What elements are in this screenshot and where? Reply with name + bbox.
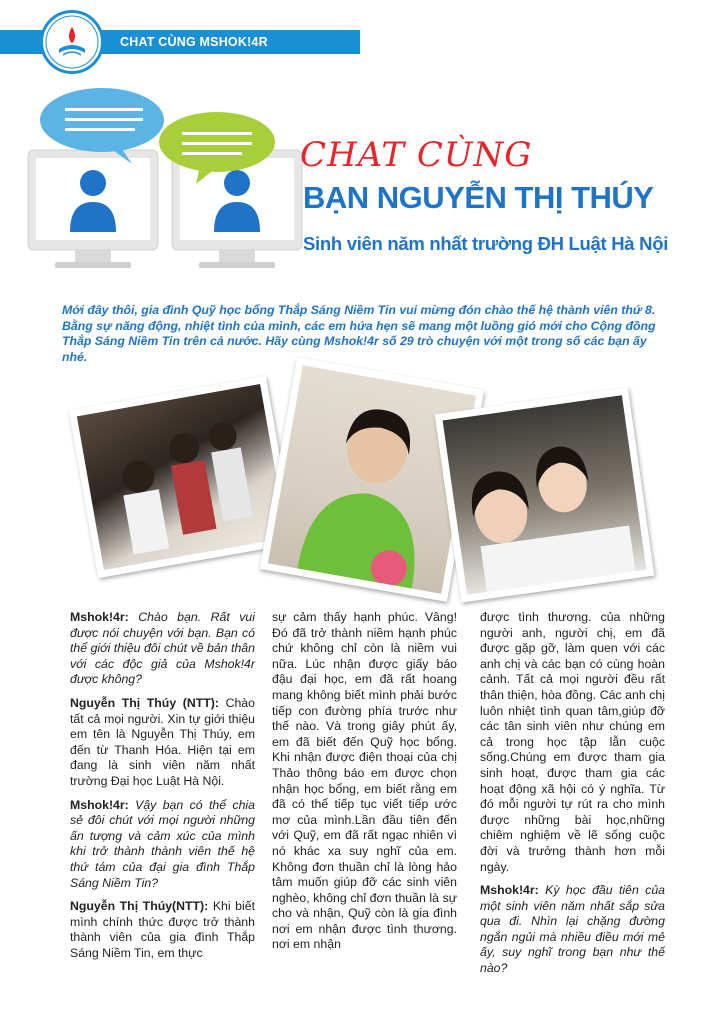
interview-answer-2-end: được tình thương. của những người anh, người chị, em đã được gặp gỡ, làm quen với các anh chị và các bạn có cùng hoàn cảnh. Tất cả mọi người đều rất thân thiện, hòa đồng. Các anh chị luôn nhiệt tình quan tâm,giúp đỡ các tân sinh viên như chúng em cả trong học tập lẫn cuộc sống.Chúng em được tham gia sinh hoạt, được tham gia các hoạt động xã hội có ý nghĩa. Từ đó mỗi người tự rút ra cho mình được những bài học,những chiêm nghiệm về lẽ sống cuộc đời và trưởng thành hơn mỗi ngày.: [480, 610, 665, 874]
interview-question-2: Mshok!4r: Vậy bạn có thể chia sẻ đôi chút với mọi người những ấn tượng và cảm xúc của mình khi trở thành thành viên thế hệ thứ tám của đại gia đình Thắp Sáng Niềm Tin?: [70, 797, 255, 890]
photo-right: [435, 387, 655, 602]
article-column-2: [272, 610, 457, 961]
interview-answer-2-start: Nguyễn Thị Thúy(NTT): Khi biết mình chính thức được trở thành thành viên của gia đình Thắp Sáng Niềm Tin, em thực: [70, 899, 255, 960]
title-chat-cung: CHAT CÙNG: [300, 135, 533, 175]
article-column-1: [70, 610, 255, 969]
photo-left: [69, 376, 295, 578]
title-subtitle: Sinh viên năm nhất trường ĐH Luật Hà Nội: [303, 233, 669, 254]
group-people-icon: [77, 384, 287, 570]
article-column-3: [480, 610, 665, 985]
foundation-logo: [40, 10, 104, 74]
logo-graphic-icon: [43, 13, 101, 71]
interview-question-3: Mshok!4r: Kỳ học đầu tiên của một sinh viên năm nhất sắp sửa qua đi. Nhìn lại chặng đường ngắn ngủi mà nhiều điều mới mẻ ấy, suy nghĩ trong bạn như thế nào?: [480, 883, 665, 976]
title-interviewee-name: BẠN NGUYỄN THỊ THÚY: [303, 180, 654, 215]
chat-illustration: [20, 80, 310, 285]
interview-question-1: Mshok!4r: Chào bạn. Rất vui được nói chuyện với bạn. Bạn có thể giới thiệu đôi chút về bản thân với các độc giả của Mshok!4r được không?: [70, 610, 255, 687]
interview-answer-2-cont: sự cảm thấy hạnh phúc. Vâng! Đó đã trở thành niềm hạnh phúc chứ không chỉ còn là niềm vui nữa. Lúc nhận được giấy báo đậu đại học, em đã rất hoang mang không biết mình phải bước tiếp con đường phía trước như thế nào. Và trong giây phút ấy, em đã biết đến Quỹ học bổng. Khi nhận được điện thoại của chị Thảo thông báo em được chọn nhận học bổng, em biết rằng em đã có thể tiếp tục viết tiếp ước mơ của mình.Lần đầu tiên đến với Quỹ, em đã rất ngạc nhiên vì nó khác xa suy nghĩ của em. Không đơn thuần chỉ là lòng hảo tâm muốn giúp đỡ các sinh viên nghèo, không chỉ đơn thuần là sự cho và nhận, Quỹ còn là gia đình nơi em nhận được tình thương. nơi em nhận: [272, 610, 457, 952]
interview-answer-1: Nguyễn Thị Thúy (NTT): Chào tất cả mọi người. Xin tự giới thiệu em tên là Nguyễn Thị Thúy, em đến từ Thanh Hóa. Hiện tại em đang là sinh viên năm nhất trường Đại học Luật Hà Nội.: [70, 695, 255, 788]
selfie-friends-icon: [443, 395, 647, 594]
intro-paragraph: Mới đây thôi, gia đình Quỹ học bổng Thắp Sáng Niềm Tin vui mừng đón chào thế hệ thành viên thứ 8. Bằng sự năng động, nhiệt tình của mình, các em hứa hẹn sẽ mang một luồng gió mới cho Cộng đồng Thắp Sáng Niềm Tin trên cả nước. Hãy cùng Mshok!4r số 29 trò chuyện với một trong số các bạn ấy nhé.: [62, 303, 656, 364]
section-header-text: CHAT CÙNG MSHOK!4R: [120, 35, 268, 49]
